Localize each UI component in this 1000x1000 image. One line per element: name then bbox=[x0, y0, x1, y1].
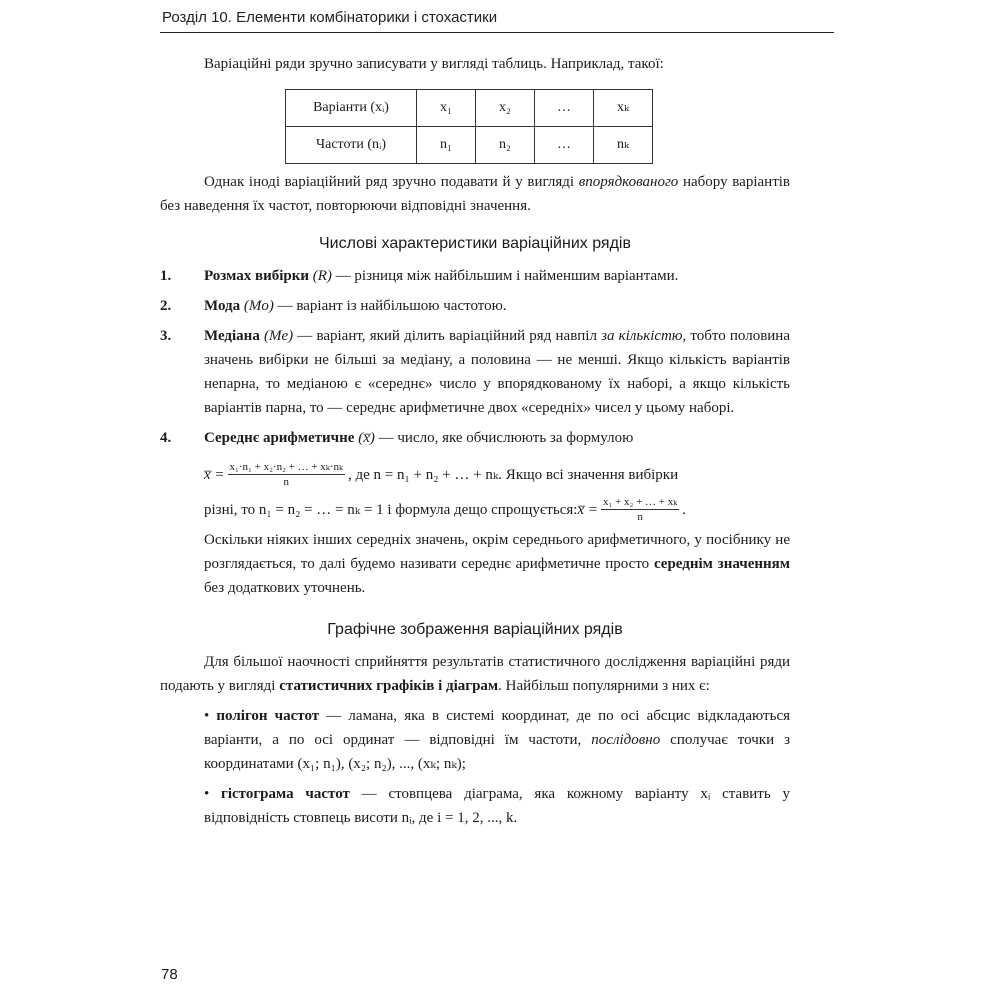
bullet-icon: • bbox=[204, 786, 210, 802]
text-span: — число, яке обчислюють за формулою bbox=[374, 430, 634, 446]
fraction-numerator: x₁ + x₂ + … + xₖ bbox=[602, 496, 678, 508]
page-content bbox=[160, 52, 790, 830]
fraction bbox=[601, 495, 679, 524]
table-cell: n₁ bbox=[417, 127, 476, 164]
emphasis-text: впорядкованого bbox=[578, 174, 679, 190]
fraction bbox=[228, 460, 345, 489]
text-span: — варіант із найбільшою частотою. bbox=[273, 298, 507, 314]
text-span: без додаткових уточнень. bbox=[204, 580, 366, 596]
bold-text: статистичних графіків і діаграм bbox=[279, 678, 499, 694]
table-row bbox=[286, 127, 653, 164]
table-cell: x₂ bbox=[476, 90, 535, 127]
text-span: — стовпцева діаграма, яка кожному варіанту xᵢ ставить у відповідність стовпець висоти nᵢ, де i = 1, 2, ..., k. bbox=[204, 786, 790, 826]
term: Мода bbox=[204, 298, 241, 314]
section-title-numeric: Числові характеристики варіаційних рядів bbox=[319, 235, 631, 252]
text-span: Для більшої наочності сприйняття результатів статистичного дослідження варіаційні ряди подають у вигляді bbox=[160, 654, 790, 694]
text-span: — варіант, який ділить варіаційний ряд навпіл bbox=[293, 328, 602, 344]
text-span: Однак іноді варіаційний ряд зручно подавати й у вигляді bbox=[204, 174, 579, 190]
section-title-graphic: Графічне зображення варіаційних рядів bbox=[327, 621, 623, 638]
page-header bbox=[160, 4, 834, 33]
item-number: 4. bbox=[160, 430, 172, 446]
item-body bbox=[204, 426, 790, 450]
term: полігон частот bbox=[209, 708, 320, 724]
table-cell: … bbox=[535, 127, 594, 164]
formula-lead: різні, то n₁ = n₂ = … = nₖ = 1 і формула дещо спрощується: bbox=[204, 501, 578, 518]
symbol: (R) bbox=[309, 268, 332, 284]
ordered-paragraph bbox=[160, 170, 790, 218]
symbol: (Me) bbox=[259, 328, 294, 344]
formula-lhs: x̅ = bbox=[577, 501, 598, 518]
list-item bbox=[160, 264, 790, 288]
table-cell: … bbox=[535, 90, 594, 127]
intro-paragraph: Варіаційні ряди зручно записувати у вигляді таблиць. Наприклад, такої: bbox=[204, 56, 664, 72]
variation-table-wrap bbox=[285, 89, 790, 164]
text-span: Оскільки ніяких інших середніх значень, окрім середнього арифметичного, у посібнику не розглядається, то далі будемо називати середнє арифметичне просто bbox=[204, 532, 790, 572]
formula-tail: , де n = n₁ + n₂ + … + nₖ. Якщо всі значення вибірки bbox=[348, 466, 679, 483]
table-cell: xₖ bbox=[594, 90, 653, 127]
list-item bbox=[160, 426, 790, 450]
table-cell: x₁ bbox=[417, 90, 476, 127]
text-span: , тобто половина значень вибірки не більші за медіану, а половина — не менші. Якщо кількість варіантів непарна, то медіаною є «середнє» число у впорядкованому їх наборі, а якщо кількість варіантів парна, то — середнє арифметичне двох «середніх» чисел у цьому наборі. bbox=[204, 328, 790, 416]
item-number: 1. bbox=[160, 268, 172, 284]
text-span: сполучає точки з координатами (x₁; n₁), (x₂; n₂), ..., (xₖ; nₖ); bbox=[204, 732, 791, 772]
page-number: 78 bbox=[161, 966, 178, 983]
term: гістограма частот bbox=[209, 786, 350, 802]
item-body bbox=[204, 294, 790, 318]
bullet-histogram bbox=[204, 782, 790, 830]
text-span: — ламана, яка в системі координат, де по осі абсцис відкладаються варіанти, а по осі ординат — відповідні їм частоти, bbox=[204, 708, 790, 748]
symbol: (x̅) bbox=[354, 430, 375, 446]
table-row bbox=[286, 90, 653, 127]
variation-table bbox=[285, 89, 653, 164]
list-item bbox=[160, 324, 790, 420]
formula-end: . bbox=[682, 501, 687, 518]
item-body bbox=[204, 264, 790, 288]
term: Середнє арифметичне bbox=[204, 430, 355, 446]
bullet-polygon bbox=[204, 704, 790, 776]
bullet-icon: • bbox=[204, 708, 210, 724]
chapter-title: Розділ 10. Елементи комбінаторики і стохастики bbox=[162, 9, 498, 26]
term: Розмах вибірки bbox=[204, 268, 310, 284]
text-span: — різниця між найбільшим і найменшим варіантами. bbox=[331, 268, 679, 284]
fraction-denominator: n bbox=[637, 511, 643, 523]
text-span: набору варіантів без наведення їх частот, повторюючи відповідні значення. bbox=[160, 174, 790, 214]
fraction-numerator: x₁·n₁ + x₂·n₂ + … + xₖ·nₖ bbox=[229, 461, 343, 473]
term: Медіана bbox=[204, 328, 260, 344]
table-cell: nₖ bbox=[594, 127, 653, 164]
text-span: . Найбільш популярними з них є: bbox=[498, 678, 710, 694]
mean-paragraph bbox=[204, 528, 790, 600]
list-item bbox=[160, 294, 790, 318]
formula-lhs: x̅ = bbox=[204, 466, 225, 483]
emphasis-text: послідовно bbox=[591, 732, 661, 748]
graphs-paragraph bbox=[160, 650, 790, 698]
emphasis-text: за кількістю bbox=[601, 328, 683, 344]
table-cell: Частоти (nᵢ) bbox=[286, 127, 417, 164]
item-body bbox=[204, 324, 790, 420]
symbol: (Mo) bbox=[240, 298, 274, 314]
table-cell: Варіанти (xᵢ) bbox=[286, 90, 417, 127]
item-number: 2. bbox=[160, 298, 172, 314]
bold-text: середнім значенням bbox=[653, 556, 790, 572]
formula-simplified bbox=[204, 495, 790, 524]
item-number: 3. bbox=[160, 328, 172, 344]
fraction-denominator: n bbox=[283, 476, 290, 488]
table-cell: n₂ bbox=[476, 127, 535, 164]
formula-mean bbox=[204, 460, 790, 489]
